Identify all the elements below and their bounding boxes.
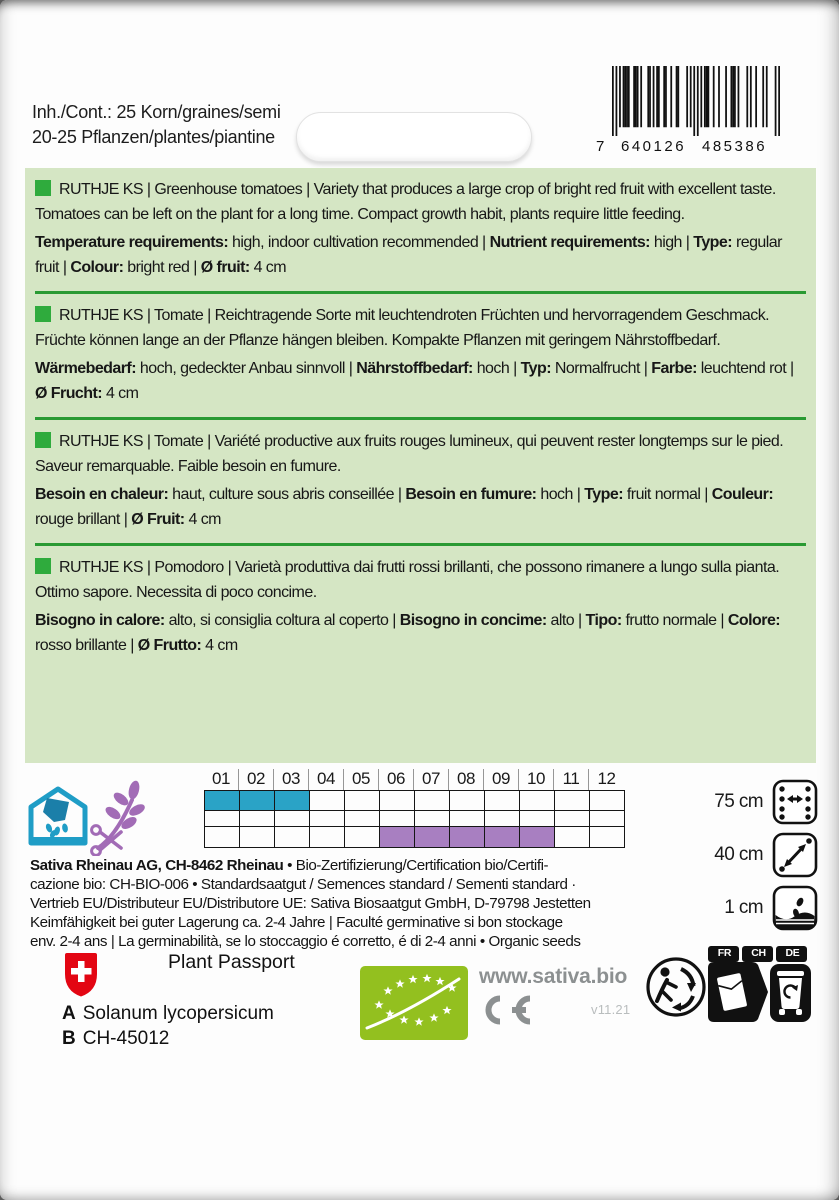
calendar-cell <box>485 827 520 847</box>
disposal-country-de: DE <box>785 947 800 959</box>
specs-en: Temperature requirements: high, indoor cultivation recommended | Nutrient requirements: high | Type: regular fruit | Colour: bright red | Ø fruit: 4 cm <box>35 234 782 276</box>
desc-en: RUTHJE KS | Greenhouse tomatoes | Variety that produces a large crop of bright red fruit with excellent taste. Tomatoes can be left on the plant for a long time. Compact growth habit, plants require little feeding. <box>35 181 776 223</box>
triman-recycling-icon <box>645 956 707 1023</box>
calendar-cell <box>590 791 625 811</box>
row-spacing-icon <box>772 779 818 825</box>
lang-block-de <box>35 296 806 415</box>
calendar-cell <box>275 811 310 827</box>
calendar-grid <box>204 790 625 848</box>
sowing-depth <box>652 885 818 931</box>
calendar-month-label: 04 <box>309 769 344 790</box>
calendar-cell <box>520 791 555 811</box>
calendar-cell <box>520 827 555 847</box>
calendar-row-harvest <box>205 827 624 847</box>
divider <box>35 291 806 294</box>
calendar-cell <box>205 811 240 827</box>
calendar-month-label: 02 <box>239 769 274 790</box>
variety-bullet-icon <box>35 306 51 322</box>
calendar-cell <box>240 791 275 811</box>
calendar-month-label: 10 <box>519 769 554 790</box>
sowing-depth-label: 1 cm <box>724 897 763 918</box>
disposal-instruction-icon <box>706 945 812 1025</box>
divider <box>35 417 806 420</box>
calendar-month-label: 11 <box>554 769 589 790</box>
calendar-cell <box>205 827 240 847</box>
row-spacing <box>652 779 818 825</box>
calendar-cell <box>310 811 345 827</box>
barcode-digit-prefix: 7 <box>596 138 607 155</box>
calendar-month-label: 07 <box>414 769 449 790</box>
plant-spacing-label: 40 cm <box>714 844 763 865</box>
plant-spacing <box>652 832 818 878</box>
calendar-cell <box>415 811 450 827</box>
calendar-cell <box>555 827 590 847</box>
version-label: v11.21 <box>591 1002 631 1017</box>
calendar-month-label: 01 <box>204 769 239 790</box>
variety-bullet-icon <box>35 432 51 448</box>
company-line: Keimfähigkeit bei guter Lagerung ca. 2-4 Jahre | Faculté germinative si bon stockage <box>30 914 563 931</box>
calendar-month-label: 09 <box>484 769 519 790</box>
plant-passport-title: Plant Passport <box>168 951 295 973</box>
passport-label-a: A <box>62 1003 76 1024</box>
harvest-scissors-icon <box>88 776 150 861</box>
calendar-cell <box>450 811 485 827</box>
passport-species: Solanum lycopersicum <box>82 1003 274 1024</box>
ce-mark-icon <box>478 994 536 1031</box>
row-spacing-label: 75 cm <box>714 791 763 812</box>
swiss-shield-icon <box>62 951 100 1003</box>
variety-bullet-icon <box>35 180 51 196</box>
disposal-country-fr: FR <box>717 947 732 959</box>
calendar-row-middle <box>205 811 624 827</box>
passport-number: CH-45012 <box>82 1028 170 1049</box>
calendar-cell <box>485 811 520 827</box>
contents-line-1: Inh./Cont.: 25 Korn/graines/semi <box>32 102 281 122</box>
company-info <box>30 856 650 951</box>
contents-info <box>32 100 281 150</box>
description-panel <box>25 168 816 763</box>
calendar-cell <box>485 791 520 811</box>
divider <box>35 543 806 546</box>
variety-bullet-icon <box>35 558 51 574</box>
passport-number-line <box>62 1028 169 1050</box>
calendar-row-sowing-under-glass <box>205 791 624 811</box>
calendar-month-label: 03 <box>274 769 309 790</box>
spacing-info <box>652 779 818 938</box>
lang-block-it <box>35 548 806 667</box>
calendar-cell <box>450 827 485 847</box>
desc-fr: RUTHJE KS | Tomate | Variété productive aux fruits rouges lumineux, qui peuvent rester longtemps sur le pied. Saveur remarquable. Faible besoin en fumure. <box>35 433 784 475</box>
calendar-cell <box>415 791 450 811</box>
plant-spacing-icon <box>772 832 818 878</box>
calendar-month-label: 12 <box>597 769 616 788</box>
calendar-cell <box>555 811 590 827</box>
calendar-cell <box>345 811 380 827</box>
desc-it: RUTHJE KS | Pomodoro | Varietà produttiva dai frutti rossi brillanti, che possono rimanere a lungo sulla pianta. Ottimo sapore. Necessita di poco concime. <box>35 559 780 601</box>
passport-label-b: B <box>62 1028 76 1049</box>
eu-organic-leaf-logo <box>360 966 468 1040</box>
calendar-cell <box>310 791 345 811</box>
calendar-cell <box>345 827 380 847</box>
barcode-digits-right: 485386 <box>702 138 768 155</box>
calendar-cell <box>310 827 345 847</box>
calendar-month-label: 06 <box>379 769 414 790</box>
specs-de: Wärmebedarf: hoch, gedeckter Anbau sinnvoll | Nährstoffbedarf: hoch | Typ: Normalfrucht | Farbe: leuchtend rot | Ø Frucht: 4 cm <box>35 360 794 402</box>
calendar-cell <box>380 827 415 847</box>
calendar-cell <box>240 811 275 827</box>
calendar-cell <box>240 827 275 847</box>
specs-fr: Besoin en chaleur: haut, culture sous abris conseillée | Besoin en fumure: hoch | Type: fruit normal | Couleur: rouge brillant | Ø Fruit: 4 cm <box>35 486 774 528</box>
company-line: Sativa Rheinau AG, CH-8462 Rheinau • Bio-Zertifizierung/Certification bio/Certifi- <box>30 857 549 874</box>
disposal-country-ch: CH <box>751 947 766 959</box>
barcode-digits-left: 640126 <box>621 138 687 155</box>
calendar-cell <box>450 791 485 811</box>
calendar-cell <box>590 811 625 827</box>
calendar-cell <box>380 791 415 811</box>
company-line: env. 2-4 ans | La germinabilità, se lo stoccaggio é corretto, é di 2-4 anni • Organic seeds <box>30 933 581 950</box>
barcode <box>596 66 796 158</box>
company-line: Vertrieb EU/Distributeur EU/Distributore UE: Sativa Biosaatgut GmbH, D-79798 Jestetten <box>30 895 591 912</box>
calendar-cell <box>590 827 625 847</box>
calendar-cell <box>345 791 380 811</box>
calendar-month-label: 08 <box>449 769 484 790</box>
calendar-cell <box>415 827 450 847</box>
calendar-cell <box>380 811 415 827</box>
calendar-month-header <box>204 769 625 790</box>
passport-species-line <box>62 1003 274 1025</box>
lang-block-en <box>35 170 806 289</box>
calendar-cell <box>205 791 240 811</box>
calendar-cell <box>520 811 555 827</box>
sowing-under-glass-icon <box>28 786 88 859</box>
barcode-bars <box>612 66 780 136</box>
hang-tab <box>296 112 532 162</box>
calendar-cell <box>555 791 590 811</box>
specs-it: Bisogno in calore: alto, si consiglia coltura al coperto | Bisogno in concime: alto | Tipo: frutto normale | Colore: rosso brillante | Ø Frutto: 4 cm <box>35 612 781 654</box>
contents-line-2: 20-25 Pflanzen/plantes/piantine <box>32 127 275 147</box>
website-url: www.sativa.bio <box>479 965 628 988</box>
company-line: cazione bio: CH-BIO-006 • Standardsaatgut / Semences standard / Sementi standard · <box>30 876 576 893</box>
desc-de: RUTHJE KS | Tomate | Reichtragende Sorte mit leuchtendroten Früchten und hervorragendem Geschmack. Früchte können lange an der Pflanze hängen bleiben. Kompakte Pflanzen mit geringem Nährstoffbedarf. <box>35 307 770 349</box>
calendar-month-label: 05 <box>344 769 379 790</box>
calendar-cell <box>275 827 310 847</box>
lang-block-fr <box>35 422 806 541</box>
sowing-depth-icon <box>772 885 818 931</box>
calendar-cell <box>275 791 310 811</box>
sowing-calendar <box>204 769 625 848</box>
